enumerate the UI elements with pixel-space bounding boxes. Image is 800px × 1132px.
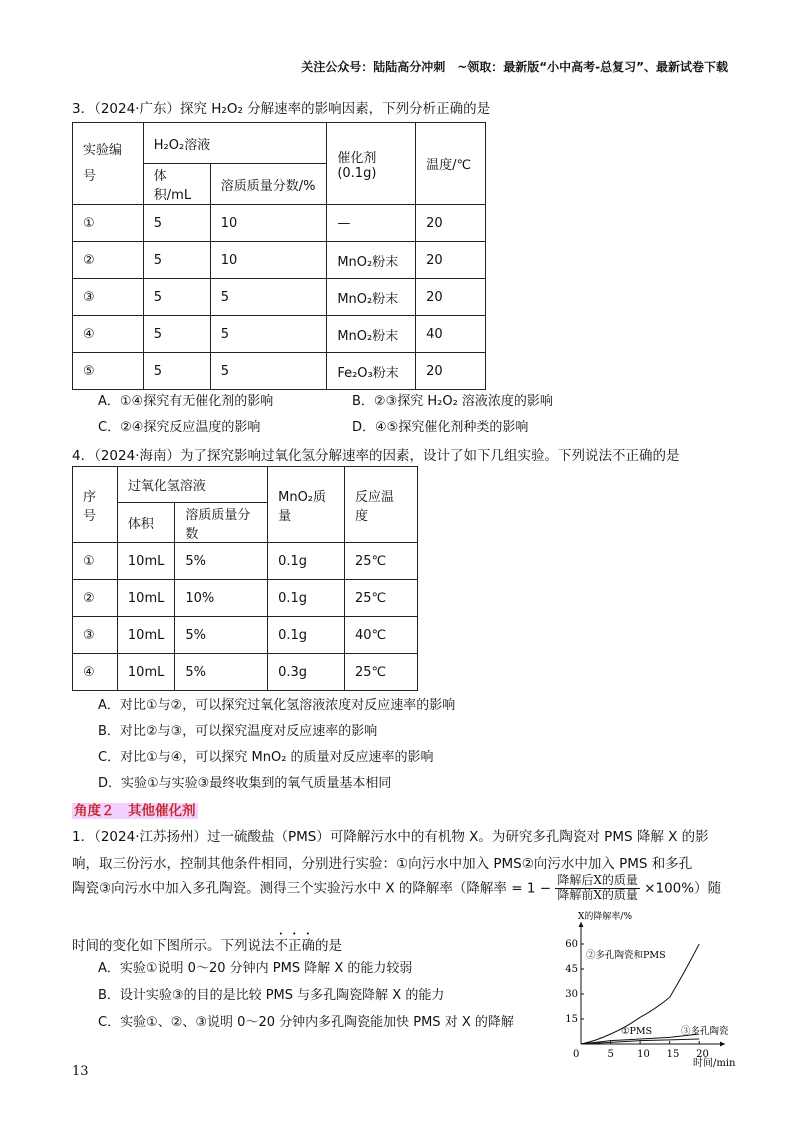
q3-header-id: 实验编号 xyxy=(73,123,144,205)
cell: 20 xyxy=(416,353,486,390)
cell: 5 xyxy=(143,242,210,279)
x-tick-label: 15 xyxy=(666,1049,680,1060)
cell: 0.3g xyxy=(268,654,345,691)
q3-option-a: A．①④探究有无催化剂的影响 xyxy=(98,394,274,409)
q4-header-mno2: MnO₂质量 xyxy=(268,467,345,543)
table-row xyxy=(73,242,486,279)
q4-header-volume: 体积 xyxy=(117,503,174,543)
x-axis-label: 时间/min xyxy=(693,1058,736,1068)
q3-header-catalyst: 催化剂(0.1g) xyxy=(327,123,416,205)
cell: 40℃ xyxy=(345,617,418,654)
cell: ① xyxy=(73,543,118,580)
series-label-2: ②多孔陶瓷和PMS xyxy=(586,950,666,961)
cell: 25℃ xyxy=(345,654,418,691)
cell: 5 xyxy=(210,353,327,390)
cell: 0.1g xyxy=(268,543,345,580)
y-tick-label: 30 xyxy=(565,989,578,1000)
q4-table xyxy=(72,466,418,691)
cell: 5 xyxy=(210,279,327,316)
q3-header-temp: 温度/℃ xyxy=(416,123,486,205)
cell: MnO₂粉末 xyxy=(327,279,416,316)
q4-stem: 4．（2024·海南）为了探究影响过氧化氢分解速率的因素，设计了如下几组实验。下列说法不正确的是 xyxy=(72,448,680,464)
q3-header-volume: 体积/mL xyxy=(143,164,210,205)
q3-table xyxy=(72,122,486,390)
cell: ③ xyxy=(73,279,144,316)
cell: ④ xyxy=(73,654,118,691)
cell: 10mL xyxy=(117,617,174,654)
q3-stem: 3．（2024·广东）探究 H₂O₂ 分解速率的影响因素，下列分析正确的是 xyxy=(72,101,491,117)
q1-line4-post: 的是 xyxy=(315,938,342,954)
cell: ③ xyxy=(73,617,118,654)
x-tick-label: 5 xyxy=(607,1049,614,1060)
q1-emphasis: 不正确 xyxy=(274,938,315,954)
cell: ② xyxy=(73,242,144,279)
x-tick-label: 20 xyxy=(696,1049,709,1060)
cell: 20 xyxy=(416,205,486,242)
cell: 10mL xyxy=(117,654,174,691)
cell: 20 xyxy=(416,242,486,279)
table-row xyxy=(73,205,486,242)
q1-option-a: A．实验①说明 0～20 分钟内 PMS 降解 X 的能力较弱 xyxy=(98,961,413,976)
cell: MnO₂粉末 xyxy=(327,242,416,279)
cell: 10mL xyxy=(117,543,174,580)
q1-line3-post: ×100%）随 xyxy=(644,880,722,897)
y-axis-arrow xyxy=(579,922,584,927)
q4-option-b: B．对比②与③，可以探究温度对反应速率的影响 xyxy=(98,724,378,739)
y-tick-label: 15 xyxy=(565,1014,578,1025)
section-title: 角度２ 其他催化剂 xyxy=(74,803,196,819)
q1-line3 xyxy=(72,874,721,903)
table-row xyxy=(73,654,418,691)
x-axis-arrow xyxy=(720,1042,725,1047)
q4-header-id: 序号 xyxy=(73,467,118,543)
fraction-numerator: 降解后X的质量 xyxy=(557,873,638,887)
page-header: 关注公众号：陆陆高分冲刺 ~领取：最新版“小中高考-总复习”、最新试卷下载 xyxy=(301,60,728,74)
q4-header-temp: 反应温度 xyxy=(345,467,418,543)
degradation-chart xyxy=(552,908,742,1068)
q1-line2: 响，取三份污水，控制其他条件相同，分别进行实验：①向污水中加入 PMS②向污水中加入 PMS 和多孔 xyxy=(72,856,693,872)
cell: 5 xyxy=(143,205,210,242)
q1-line1: 1．（2024·江苏扬州）过一硫酸盐（PMS）可降解污水中的有机物 X。为研究多孔陶瓷对 PMS 降解 X 的影 xyxy=(72,829,709,845)
cell: 10 xyxy=(210,205,327,242)
cell: ④ xyxy=(73,316,144,353)
cell: 10% xyxy=(175,580,268,617)
x-tick-label: 0 xyxy=(573,1049,580,1060)
cell: 10 xyxy=(210,242,327,279)
cell: 0.1g xyxy=(268,617,345,654)
cell: 5 xyxy=(210,316,327,353)
cell: Fe₂O₃粉末 xyxy=(327,353,416,390)
section-title-wrap xyxy=(72,799,198,819)
cell: 10mL xyxy=(117,580,174,617)
cell: MnO₂粉末 xyxy=(327,316,416,353)
y-tick-label: 45 xyxy=(565,964,578,975)
q4-option-c: C．对比①与④，可以探究 MnO₂ 的质量对反应速率的影响 xyxy=(98,750,434,765)
cell: 5 xyxy=(143,316,210,353)
table-row xyxy=(73,617,418,654)
cell: ① xyxy=(73,205,144,242)
table-row xyxy=(73,316,486,353)
y-tick-label: 60 xyxy=(565,939,578,950)
cell: ② xyxy=(73,580,118,617)
table-row xyxy=(73,543,418,580)
cell: 20 xyxy=(416,279,486,316)
q3-header-fraction: 溶质质量分数/% xyxy=(210,164,327,205)
x-tick-label: 10 xyxy=(637,1049,650,1060)
cell: 5 xyxy=(143,353,210,390)
q3-option-c: C．②④探究反应温度的影响 xyxy=(98,420,261,435)
q3-option-b: B．②③探究 H₂O₂ 溶液浓度的影响 xyxy=(352,394,553,409)
q3-option-d: D．④⑤探究催化剂种类的影响 xyxy=(352,420,529,435)
q3-header-group: H₂O₂溶液 xyxy=(143,123,327,164)
page-number: 13 xyxy=(72,1064,89,1079)
q1-line4-pre: 时间的变化如下图所示。下列说法 xyxy=(72,938,275,954)
fraction-denominator: 降解前X的质量 xyxy=(557,887,638,902)
table-row xyxy=(73,279,486,316)
cell: 5% xyxy=(175,654,268,691)
degradation-fraction xyxy=(555,874,640,903)
cell: 25℃ xyxy=(345,543,418,580)
cell: 40 xyxy=(416,316,486,353)
y-axis-label: X的降解率/% xyxy=(578,912,632,922)
q1-line4 xyxy=(72,930,342,954)
q1-option-c: C．实验①、②、③说明 0～20 分钟内多孔陶瓷能加快 PMS 对 X 的降解 xyxy=(98,1015,514,1030)
table-row xyxy=(73,353,486,390)
q4-option-a: A．对比①与②，可以探究过氧化氢溶液浓度对反应速率的影响 xyxy=(98,698,456,713)
series-label-3: ③多孔陶瓷 xyxy=(681,1026,729,1037)
cell: 25℃ xyxy=(345,580,418,617)
cell: — xyxy=(327,205,416,242)
q4-option-d: D．实验①与实验③最终收集到的氧气质量基本相同 xyxy=(98,776,392,791)
cell: 0.1g xyxy=(268,580,345,617)
cell: ⑤ xyxy=(73,353,144,390)
cell: 5% xyxy=(175,543,268,580)
cell: 5% xyxy=(175,617,268,654)
q4-header-group: 过氧化氢溶液 xyxy=(117,467,267,503)
table-row xyxy=(73,580,418,617)
q1-line3-pre: 陶瓷③向污水中加入多孔陶瓷。测得三个实验污水中 X 的降解率（降解率 = 1 − xyxy=(72,880,552,897)
cell: 5 xyxy=(143,279,210,316)
series-label-1: ①PMS xyxy=(621,1026,653,1037)
q1-option-b: B．设计实验③的目的是比较 PMS 与多孔陶瓷降解 X 的能力 xyxy=(98,988,445,1003)
q4-header-fraction: 溶质质量分数 xyxy=(175,503,268,543)
